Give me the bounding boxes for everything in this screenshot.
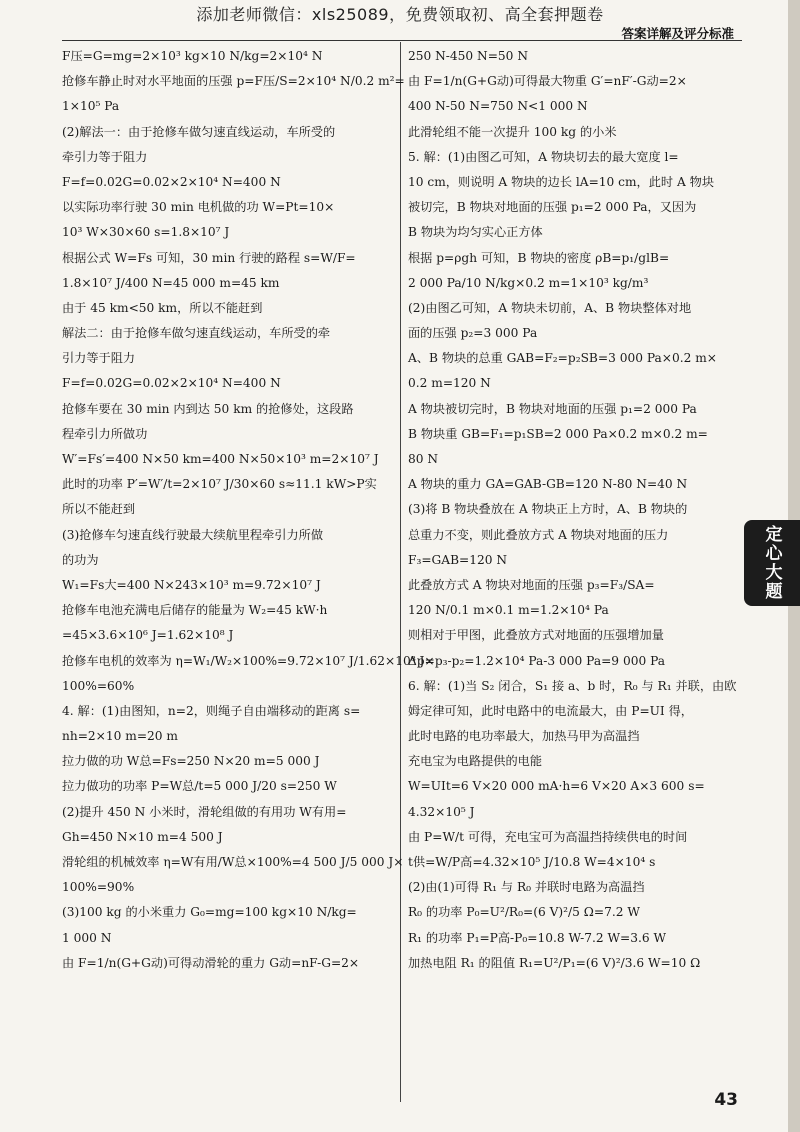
text-line: 拉力做的功 W总=Fs=250 N×20 m=5 000 J <box>62 754 320 769</box>
text-line: (2)由(1)可得 R₁ 与 R₀ 并联时电路为高温挡 <box>408 880 645 895</box>
text-line: 80 N <box>408 452 439 466</box>
text-line: 根据公式 W=Fs 可知，30 min 行驶的路程 s=W/F= <box>62 250 356 265</box>
text-line: F=f=0.02G=0.02×2×10⁴ N=400 N <box>62 376 281 391</box>
text-line: R₁ 的功率 P₁=P高-P₀=10.8 W-7.2 W=3.6 W <box>408 930 667 945</box>
text-line: 姆定律可知，此时电路中的电流最大，由 P=UI 得， <box>408 703 693 718</box>
text-line: 120 N/0.1 m×0.1 m=1.2×10⁴ Pa <box>408 603 609 618</box>
text-line: 250 N-450 N=50 N <box>408 49 528 63</box>
section-tab[interactable]: 定心大题 <box>744 520 800 606</box>
text-line: 的功为 <box>62 552 99 567</box>
text-line: F压=G=mg=2×10³ kg×10 N/kg=2×10⁴ N <box>62 49 323 63</box>
text-line: 牵引力等于阻力 <box>62 149 148 164</box>
text-line: 拉力做功的功率 P=W总/t=5 000 J/20 s=250 W <box>62 779 337 794</box>
text-line: 面的压强 p₂=3 000 Pa <box>408 326 538 341</box>
page-header: 答案详解及评分标准 <box>621 26 734 41</box>
text-line: F₃=GAB=120 N <box>408 552 508 567</box>
text-line: A、B 物块的总重 GAB=F₂=p₂SB=3 000 Pa×0.2 m× <box>408 351 718 366</box>
text-line: (2)由图乙可知，A 物块未切前，A、B 物块整体对地 <box>408 300 692 315</box>
text-line: A 物块的重力 GA=GAB-GB=120 N-80 N=40 N <box>408 477 688 492</box>
text-line: 10 cm，则说明 A 物块的边长 lA=10 cm，此时 A 物块 <box>408 174 715 189</box>
text-line: 6. 解：(1)当 S₂ 闭合，S₁ 接 a、b 时，R₀ 与 R₁ 并联，由欧 <box>408 678 737 693</box>
text-line: 1.8×10⁷ J/400 N=45 000 m=45 km <box>62 275 280 290</box>
text-line: 被切完，B 物块对地面的压强 p₁=2 000 Pa，又因为 <box>408 200 697 215</box>
text-line: W₁=Fs大=400 N×243×10³ m=9.72×10⁷ J <box>62 577 321 592</box>
text-line: 此叠放方式 A 物块对地面的压强 p₃=F₃/SA= <box>408 577 655 592</box>
text-line: 加热电阻 R₁ 的阻值 R₁=U²/P₁=(6 V)²/3.6 W=10 Ω <box>408 955 701 970</box>
text-line: W′=Fs′=400 N×50 km=400 N×50×10³ m=2×10⁷ J <box>62 452 379 466</box>
text-line: 此时的功率 P′=W′/t=2×10⁷ J/30×60 s≈11.1 kW>P实 <box>62 477 377 492</box>
text-line: 此时电路的电功率最大，加热马甲为高温挡 <box>408 729 640 744</box>
text-line: A 物块被切完时，B 物块对地面的压强 p₁=2 000 Pa <box>408 401 697 416</box>
text-line: Δp=p₃-p₂=1.2×10⁴ Pa-3 000 Pa=9 000 Pa <box>408 653 665 668</box>
text-line: 此滑轮组不能一次提升 100 kg 的小米 <box>408 124 617 139</box>
text-line: 滑轮组的机械效率 η=W有用/W总×100%=4 500 J/5 000 J× <box>62 855 404 869</box>
text-line: 以实际功率行驶 30 min 电机做的功 W=Pt=10× <box>62 200 335 215</box>
text-line: nh=2×10 m=20 m <box>62 729 178 744</box>
text-line: 抢修车电机的效率为 η=W₁/W₂×100%=9.72×10⁷ J/1.62×10⁸ J× <box>62 653 435 668</box>
text-line: 5. 解：(1)由图乙可知，A 物块切去的最大宽度 l= <box>408 149 679 164</box>
text-line: 所以不能赶到 <box>62 502 136 517</box>
text-line: 抢修车电池充满电后储存的能量为 W₂=45 kW·h <box>62 603 328 618</box>
text-line: 100%=90% <box>62 880 135 895</box>
text-line: =45×3.6×10⁶ J=1.62×10⁸ J <box>62 628 234 643</box>
text-line: 400 N-50 N=750 N<1 000 N <box>408 99 588 114</box>
text-line: Gh=450 N×10 m=4 500 J <box>62 829 223 844</box>
right-column <box>408 44 737 976</box>
text-line: 根据 p=ρgh 可知，B 物块的密度 ρB=p₁/glB= <box>408 250 670 265</box>
text-line: 2 000 Pa/10 N/kg×0.2 m=1×10³ kg/m³ <box>408 275 649 290</box>
text-line: 则相对于甲图，此叠放方式对地面的压强增加量 <box>408 628 664 643</box>
text-line: (3)将 B 物块叠放在 A 物块正上方时，A、B 物块的 <box>408 502 688 517</box>
text-line: F=f=0.02G=0.02×2×10⁴ N=400 N <box>62 174 281 189</box>
text-line: 4. 解：(1)由图知，n=2，则绳子自由端移动的距离 s= <box>62 703 361 718</box>
text-line: 10³ W×30×60 s=1.8×10⁷ J <box>62 225 230 240</box>
text-line: (2)提升 450 N 小米时，滑轮组做的有用功 W有用= <box>62 804 347 819</box>
text-line: 抢修车静止时对水平地面的压强 p=F压/S=2×10⁴ N/0.2 m²= <box>62 74 405 89</box>
text-line: 1×10⁵ Pa <box>62 99 120 114</box>
text-line: 程牵引力所做功 <box>62 426 148 441</box>
text-line: 由 P=W/t 可得，充电宝可为高温挡持续供电的时间 <box>408 829 688 844</box>
text-line: 总重力不变，则此叠放方式 A 物块对地面的压力 <box>408 527 669 542</box>
text-line: B 物块为均匀实心正方体 <box>408 225 543 240</box>
text-line: 100%=60% <box>62 678 135 693</box>
text-line: 0.2 m=120 N <box>408 376 491 391</box>
text-line: R₀ 的功率 P₀=U²/R₀=(6 V)²/5 Ω=7.2 W <box>408 905 640 920</box>
text-line: 1 000 N <box>62 930 112 945</box>
text-line: (3)100 kg 的小米重力 G₀=mg=100 kg×10 N/kg= <box>62 905 357 920</box>
header-rule <box>62 40 742 41</box>
text-line: 4.32×10⁵ J <box>408 804 475 819</box>
text-line: 充电宝为电路提供的电能 <box>408 754 543 769</box>
text-line: t供=W/P高=4.32×10⁵ J/10.8 W=4×10⁴ s <box>408 855 656 869</box>
text-line: 由 F=1/n(G+G动)可得动滑轮的重力 G动=nF-G=2× <box>62 955 360 970</box>
text-line: 抢修车要在 30 min 内到达 50 km 的抢修处，这段路 <box>62 401 354 416</box>
text-line: 由 F=1/n(G+G动)可得最大物重 G′=nF′-G动=2× <box>408 74 687 89</box>
watermark-text: 添加老师微信：xls25089，免费领取初、高全套押题卷 <box>196 5 604 24</box>
text-line: 解法二：由于抢修车做匀速直线运动，车所受的牵 <box>62 326 331 341</box>
text-line: W=UIt=6 V×20 000 mA·h=6 V×20 A×3 600 s= <box>408 779 705 794</box>
text-line: 引力等于阻力 <box>62 351 136 366</box>
text-line: 由于 45 km<50 km，所以不能赶到 <box>62 300 263 315</box>
column-divider <box>400 42 401 1102</box>
text-line: (2)解法一：由于抢修车做匀速直线运动，车所受的 <box>62 124 336 139</box>
text-line: B 物块重 GB=F₁=p₁SB=2 000 Pa×0.2 m×0.2 m= <box>408 426 708 441</box>
text-line: (3)抢修车匀速直线行驶最大续航里程牵引力所做 <box>62 527 324 542</box>
page-number: 43 <box>714 1090 738 1110</box>
